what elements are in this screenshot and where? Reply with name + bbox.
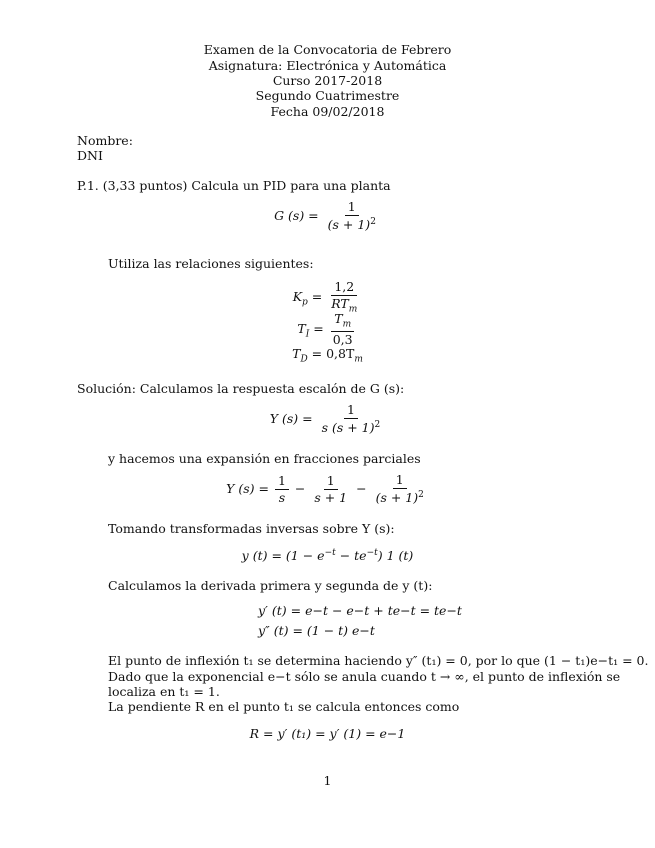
plant-fraction (325, 200, 379, 233)
ti-num: T (334, 311, 343, 326)
paragraph-line-4: La pendiente R en el punto t₁ se calcula entonces como (108, 699, 460, 714)
kp-lhs: K (292, 289, 303, 305)
pf-lhs: Y (s) = (226, 480, 269, 496)
header-line-2: Asignatura: Electrónica y Automática (208, 58, 447, 73)
plant-num: 1 (345, 200, 359, 216)
inverse-eq-exp1: −t (324, 548, 336, 558)
inverse-intro: Tomando transformadas inversas sobre Y (s): (108, 521, 395, 536)
pf-t1-den: s (278, 489, 286, 505)
step-fraction (319, 403, 384, 436)
pf-t3-num: 1 (393, 473, 407, 489)
header-line-1: Examen de la Convocatoria de Febrero (203, 42, 452, 57)
plant-lhs: G (s) = (274, 207, 319, 223)
step-exp: 2 (374, 420, 381, 431)
kp-num: 1,2 (331, 280, 357, 296)
derivative-intro: Calculamos la derivada primera y segunda de y (t): (108, 578, 433, 593)
solution-intro: Solución: Calculamos la respuesta escalón de G (s): (77, 381, 405, 396)
pf-t2-den: s + 1 (314, 489, 348, 505)
paragraph-line-2: Dado que la exponencial e−t sólo se anula cuando t → ∞, el punto de inflexión se (108, 669, 621, 684)
kp-equation: $K_p$ = $\frac{1,2}{RT_m}$ (0, 280, 655, 315)
kp-fraction (328, 280, 360, 315)
plant-exp: 2 (370, 217, 376, 228)
td-rhs-sub: m (354, 354, 363, 365)
inverse-eq-end: ) 1 (t) (377, 548, 414, 564)
pf-term-1 (275, 474, 289, 506)
kp-den-sub: m (348, 304, 358, 315)
header-line-5: Fecha 09/02/2018 (270, 104, 385, 119)
plant-den-text: (s + 1) (327, 217, 371, 233)
inverse-equation (0, 548, 655, 563)
pf-term-2 (311, 474, 350, 506)
pf-t2-num: 1 (324, 474, 338, 490)
step-num: 1 (344, 403, 358, 419)
pf-t3-den: (s + 1) (375, 490, 419, 506)
step-den: s (s + 1) (321, 420, 375, 436)
plant-den (325, 216, 379, 233)
td-sub: D (300, 354, 308, 365)
second-derivative-text: y″ (t) = (1 − t) e−t (258, 623, 375, 638)
td-equation (0, 346, 655, 365)
page-number: 1 (323, 773, 332, 788)
first-derivative-text: y′ (t) = e−t − e−t + te−t = te−t (258, 603, 462, 618)
slope-equation (0, 726, 655, 741)
step-lhs: Y (s) = (269, 410, 313, 426)
problem-heading: P.1. (3,33 puntos) Calcula un PID para una planta (77, 178, 391, 193)
ti-den: 0,3 (332, 331, 353, 347)
inverse-eq-start: y (t) = (1 − e (241, 548, 325, 564)
partial-intro: y hacemos una expansión en fracciones parciales (108, 451, 421, 466)
ti-num-sub: m (342, 319, 352, 330)
slope-eq-text: R = y′ (t₁) = y′ (1) = e−1 (249, 726, 406, 741)
header-line-3: Curso 2017-2018 (272, 73, 383, 88)
inverse-eq-exp2: −t (366, 548, 378, 558)
plant-equation (0, 200, 655, 233)
ti-fraction (330, 312, 356, 347)
relations-intro: Utiliza las relaciones siguientes: (108, 256, 314, 271)
ti-equation: $T_I$ = $\frac{T_m}{0,3}$ (0, 312, 655, 347)
ti-sub: I (305, 329, 310, 340)
step-equation (0, 403, 655, 436)
first-derivative (258, 603, 462, 618)
kp-sub: p (302, 297, 308, 308)
kp-den: RT (331, 296, 349, 312)
pf-t1-num: 1 (275, 474, 289, 490)
pf-t3-exp: 2 (418, 490, 424, 501)
paragraph-line-1: El punto de inflexión t₁ se determina haciendo y″ (t₁) = 0, por lo que (1 − t₁)e−t₁ = 0. (108, 653, 649, 668)
header-line-4: Segundo Cuatrimestre (255, 88, 400, 103)
name-label: Nombre: (77, 133, 133, 148)
td-lhs: T (292, 346, 301, 361)
inverse-eq-mid: − te (335, 548, 367, 564)
td-rhs: = 0,8T (311, 346, 355, 361)
partial-fraction-equation: Y (s) = $\frac{1}{s}$ − $\frac{1}{s + 1}$ − $\frac{1}{(s + 1)^2}$ (0, 473, 655, 506)
pf-term-3 (373, 473, 427, 506)
dni-label: DNI (77, 148, 103, 163)
second-derivative (258, 623, 375, 638)
paragraph-line-3: localiza en t₁ = 1. (108, 684, 220, 699)
ti-lhs: T (297, 321, 306, 337)
